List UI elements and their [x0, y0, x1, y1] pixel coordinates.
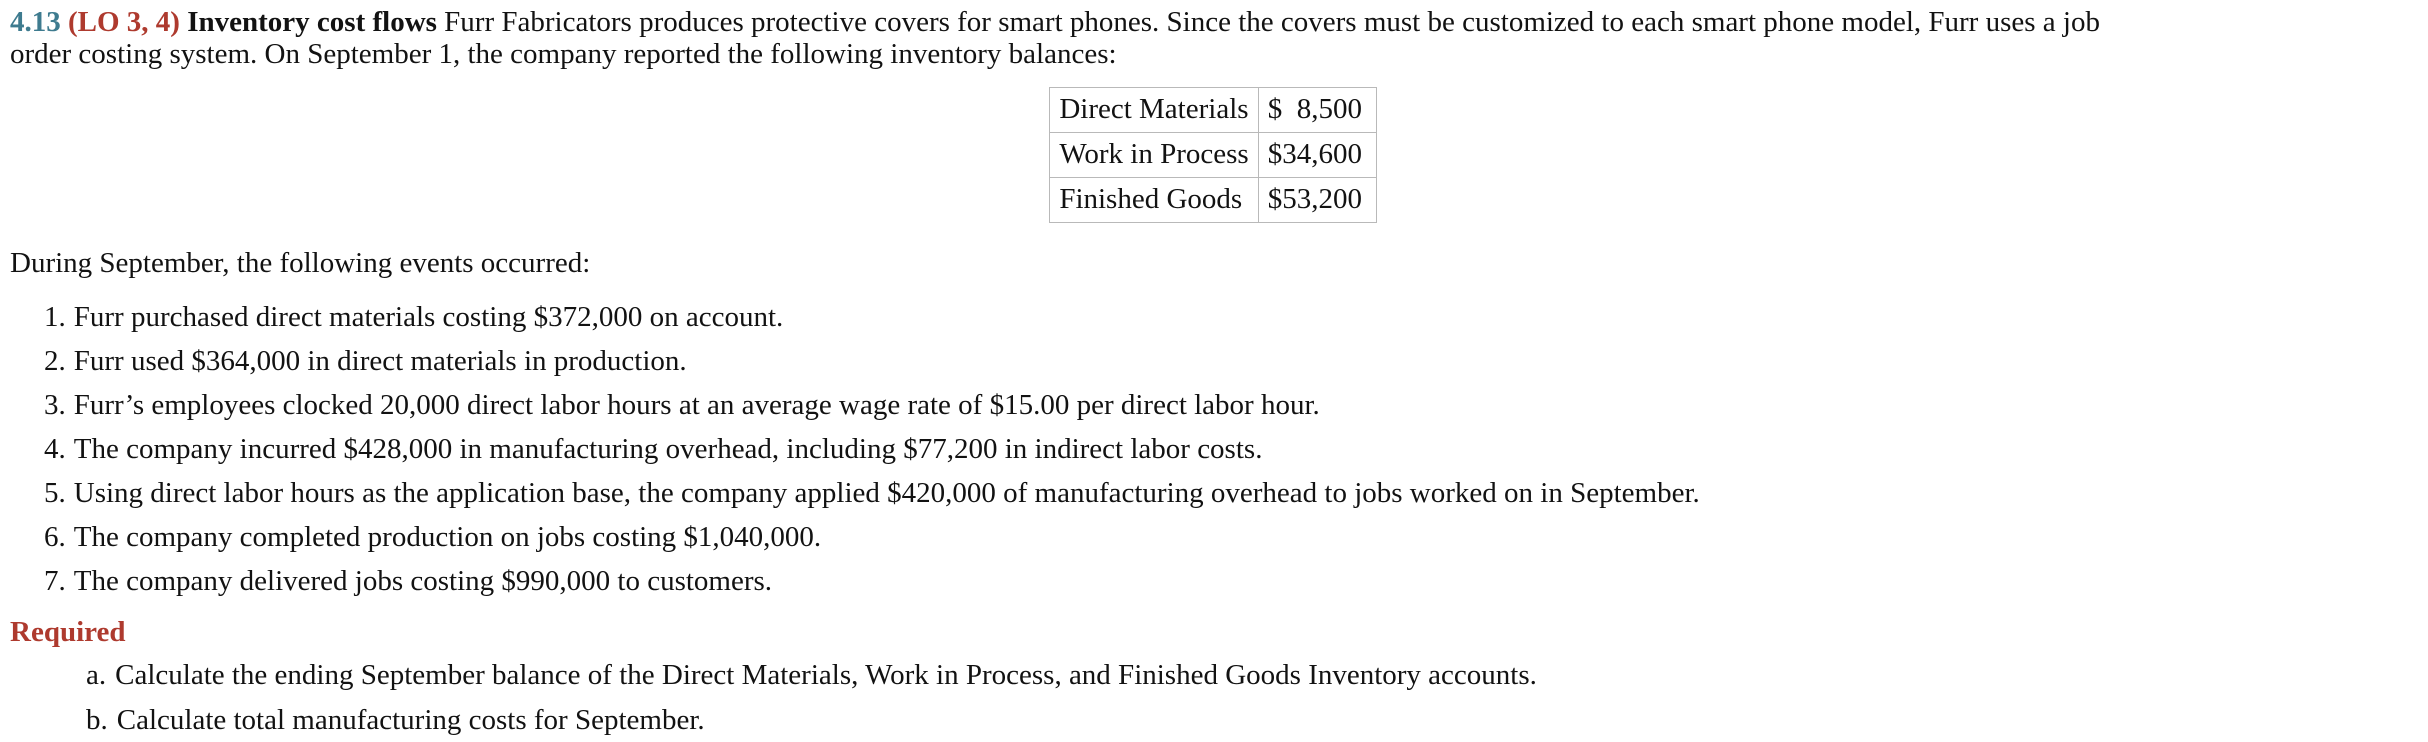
table-row	[1050, 178, 1376, 223]
list-item-number: 6.	[44, 521, 66, 553]
list-item	[44, 301, 2416, 333]
problem-number: 4.13	[10, 6, 61, 38]
list-item	[44, 389, 2416, 421]
list-item-text: Using direct labor hours as the application base, the company applied $420,000 of manufacturing overhead to jobs worked on in September.	[73, 477, 1700, 509]
account-name-cell: Work in Process	[1050, 133, 1258, 178]
required-item	[86, 659, 2416, 691]
inventory-balances-table	[1049, 87, 1376, 223]
account-amount-cell: $34,600	[1258, 133, 1376, 178]
intro-text-line2: order costing system. On September 1, the company reported the following inventory balances:	[10, 38, 1117, 70]
required-item-letter: b.	[86, 704, 108, 736]
list-item-text: The company delivered jobs costing $990,000 to customers.	[73, 565, 773, 597]
account-name-cell: Finished Goods	[1050, 178, 1258, 223]
required-item-letter: a.	[86, 659, 107, 691]
table-row	[1050, 88, 1376, 133]
list-item-text: Furr used $364,000 in direct materials in production.	[73, 345, 687, 377]
list-item	[44, 565, 2416, 597]
list-item-number: 4.	[44, 433, 66, 465]
list-item-number: 5.	[44, 477, 66, 509]
required-item-text: Calculate the ending September balance of the Direct Materials, Work in Process, and Finished Goods Inventory accounts.	[115, 659, 1537, 691]
list-item	[44, 521, 2416, 553]
events-intro-text: During September, the following events occurred:	[10, 247, 591, 279]
account-amount-cell: $ 8,500	[1258, 88, 1376, 133]
list-item	[44, 345, 2416, 377]
table-row	[1050, 133, 1376, 178]
list-item	[44, 433, 2416, 465]
list-item-number: 3.	[44, 389, 66, 421]
account-name-cell: Direct Materials	[1050, 88, 1258, 133]
required-heading: Required	[10, 616, 126, 648]
list-item-text: Furr purchased direct materials costing $372,000 on account.	[73, 301, 784, 333]
account-amount-cell: $53,200	[1258, 178, 1376, 223]
intro-text-line1: Furr Fabricators produces protective covers for smart phones. Since the covers must be customized to each smart phone model, Furr uses a job	[444, 6, 2100, 38]
list-item-number: 1.	[44, 301, 66, 333]
required-item	[86, 704, 2416, 736]
required-item-text: Calculate total manufacturing costs for September.	[116, 704, 705, 736]
events-list	[10, 301, 2416, 597]
learning-objective-tag: (LO 3, 4)	[68, 6, 180, 38]
problem-title: Inventory cost flows	[187, 6, 437, 38]
required-list	[10, 659, 2416, 736]
list-item-number: 2.	[44, 345, 66, 377]
list-item-number: 7.	[44, 565, 66, 597]
list-item-text: Furr’s employees clocked 20,000 direct labor hours at an average wage rate of $15.00 per direct labor hour.	[73, 389, 1320, 421]
list-item-text: The company completed production on jobs costing $1,040,000.	[73, 521, 822, 553]
problem-intro-paragraph	[10, 6, 2416, 70]
list-item-text: The company incurred $428,000 in manufacturing overhead, including $77,200 in indirect labor costs.	[73, 433, 1263, 465]
list-item	[44, 477, 2416, 509]
